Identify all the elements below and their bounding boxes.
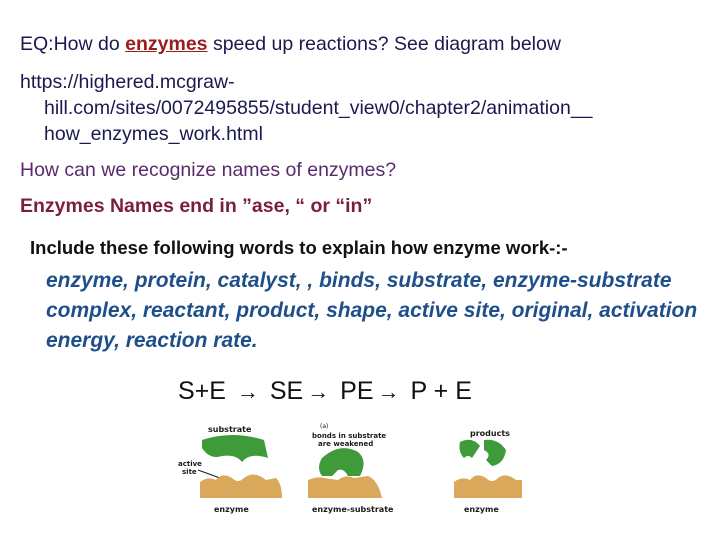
enzyme-shape-right xyxy=(454,475,522,498)
panel-enzyme-substrate-separate xyxy=(178,425,282,514)
arrow-icon: → xyxy=(377,379,400,404)
label-panel-title: (a) xyxy=(320,423,329,430)
eq-suffix: speed up reactions? See diagram below xyxy=(207,33,561,55)
pointer-line xyxy=(198,470,220,478)
enzyme-shape-center xyxy=(308,476,382,498)
question-enzyme-names: How can we recognize names of enzymes? xyxy=(20,159,397,181)
label-enzyme-left: enzyme xyxy=(214,505,249,514)
label-bonds: bonds in substrate xyxy=(312,432,387,440)
enzyme-action-diagram xyxy=(172,418,532,518)
label-substrate: substrate xyxy=(208,425,252,434)
eq-term-products: P + E xyxy=(410,377,472,405)
eq-term-se: S+E xyxy=(178,377,226,405)
link-line-2[interactable]: hill.com/sites/0072495855/student_view0/chapter2/animation__ xyxy=(44,97,593,119)
label-products: products xyxy=(470,429,510,438)
panel-products-released xyxy=(454,429,522,514)
label-weakened: are weakened xyxy=(318,440,374,448)
label-active: active xyxy=(178,460,202,468)
link-line-1[interactable]: https://highered.mcgraw- xyxy=(20,71,235,93)
reaction-equation xyxy=(178,377,472,406)
eq-term-pe: PE xyxy=(340,377,374,405)
link-line-3[interactable]: how_enzymes_work.html xyxy=(44,123,263,145)
panel-enzyme-substrate-complex xyxy=(308,423,394,514)
label-complex: enzyme-substrate xyxy=(312,505,394,514)
enzyme-names-rule: Enzymes Names end in ”ase, “ or “in” xyxy=(20,195,373,217)
instruction-text: Include these following words to explain how enzyme work-:- xyxy=(30,237,568,258)
product-shape-1 xyxy=(460,440,481,458)
eq-term-complex: SE xyxy=(269,377,304,405)
eq-prefix: EQ:How do xyxy=(20,33,126,55)
substrate-shape xyxy=(202,435,268,462)
label-enzyme-right: enzyme xyxy=(464,505,499,514)
vocabulary-word-list: enzyme, protein, catalyst, , binds, substrate, enzyme-substrate complex, reactant, product, shape, active site, original, activation energy, reaction rate. xyxy=(46,269,698,352)
substrate-bound-shape xyxy=(319,448,364,476)
enzyme-shape-left xyxy=(200,474,282,498)
essential-question xyxy=(20,33,561,56)
arrow-icon: → xyxy=(236,379,259,404)
product-shape-2 xyxy=(484,440,506,466)
eq-keyword: enzymes xyxy=(125,33,208,55)
arrow-icon: → xyxy=(307,379,330,404)
label-site: site xyxy=(182,468,197,476)
